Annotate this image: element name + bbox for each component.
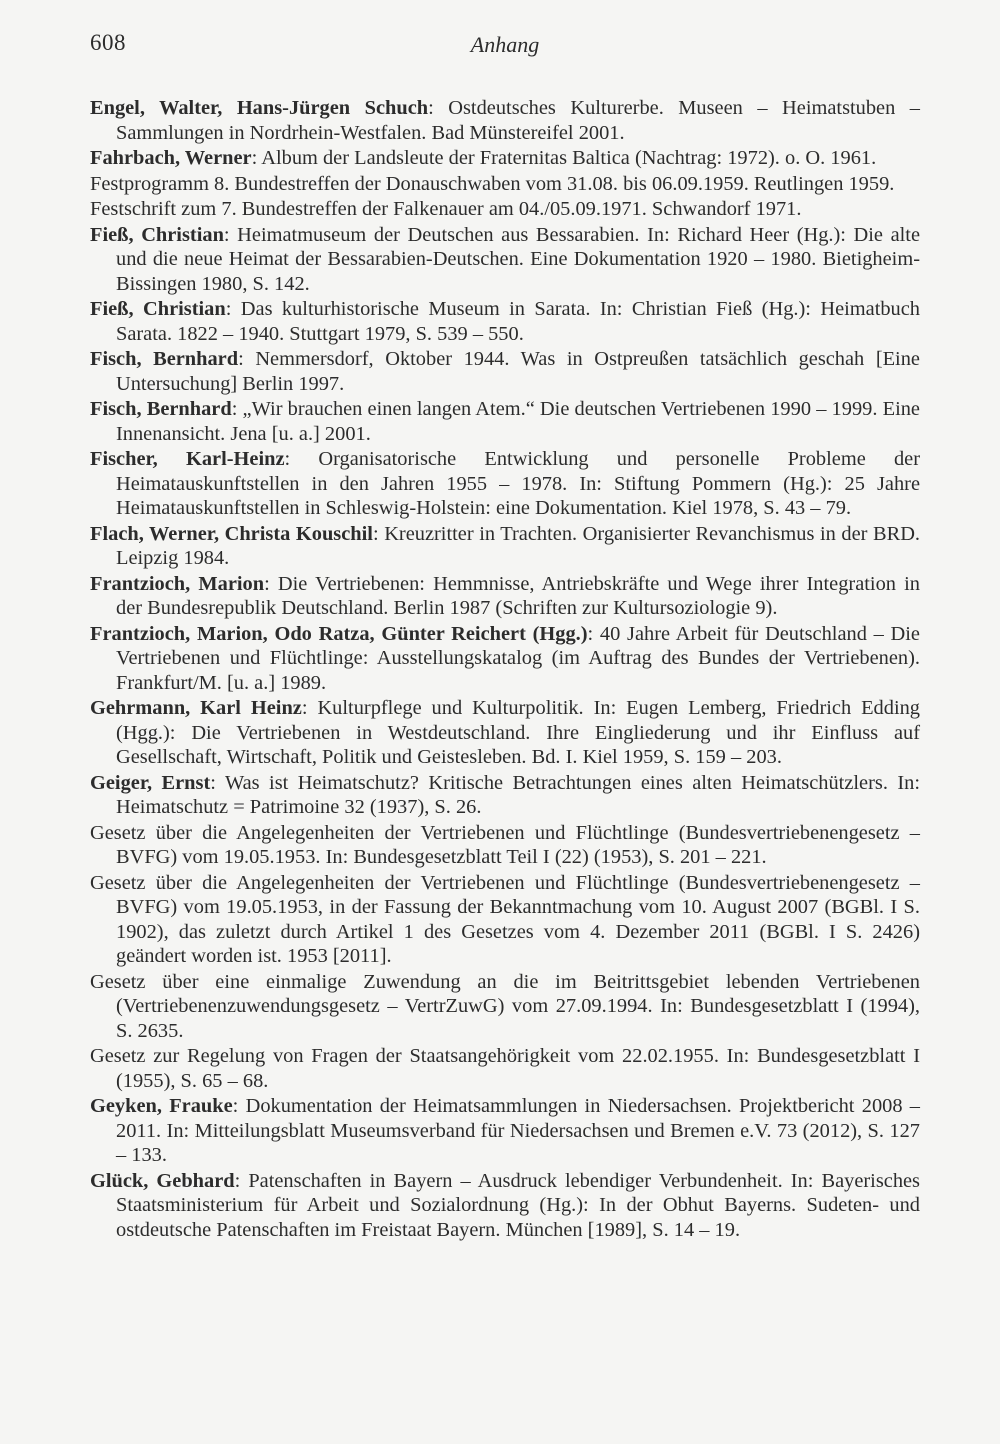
entry-author: Geyken, Frauke [90,1095,233,1117]
entry-separator: : [232,1095,246,1117]
bibliography-entry [90,197,920,222]
entry-text: Album der Landsleute der Fraternitas Baltica (Nachtrag: 1972). o. O. 1961. [261,147,877,169]
bibliography-entry [90,572,920,621]
entry-text: Organisatorische Entwicklung und personelle Probleme der Heimatauskunftstellen in den Jahren 1955 – 1978. In: Stiftung Pommern (Hg.): 25 Jahre Heimatauskunftstellen in Schleswig-Holstein: eine Dokumentation. Kiel 1978, S. 43 – 79. [116,448,920,519]
running-title: Anhang [470,32,540,57]
entry-separator: : [301,697,318,719]
bibliography-entry [90,96,920,145]
entry-text: Kulturpflege und Kulturpolitik. In: Eugen Lemberg, Friedrich Edding (Hgg.): Die Vertriebenen in Westdeutschland. Ihre Eingliederung und ihr Einfluss auf Gesellschaft, Wirtschaft, Politik und Geistesleben. Bd. I. Kiel 1959, S. 159 – 203. [116,697,920,768]
entry-author: Fieß, Christian [90,298,226,320]
entry-text: Nemmersdorf, Oktober 1944. Was in Ostpreußen tatsächlich geschah [Eine Untersuchung] Berlin 1997. [116,348,920,395]
entry-author: Fisch, Bernhard [90,398,232,420]
entry-author: Geiger, Ernst [90,771,211,794]
entry-text: Gesetz über die Angelegenheiten der Vertriebenen und Flüchtlinge (Bundesvertriebenengesetz – BVFG) vom 19.05.1953, in der Fassung der Bekanntmachung vom 10. August 2007 (BGBl. I S. 1902), das zuletzt durch Artikel 1 des Gesetzes vom 4. Dezember 2011 (BGBl. I S. 2426) geändert worden ist. 1953 [2011]. [90,871,920,967]
entry-separator: : [225,298,241,320]
entry-author: Glück, Gebhard [90,1169,235,1192]
bibliography-entry [90,1094,920,1168]
entry-separator: : [284,448,319,470]
entry-text: Gesetz zur Regelung von Fragen der Staatsangehörigkeit vom 22.02.1955. In: Bundesgesetzblatt I (1955), S. 65 – 68. [90,1045,920,1092]
entry-text: Die Vertriebenen: Hemmnisse, Antriebskräfte und Wege ihrer Integration in der Bundesrepublik Deutschland. Berlin 1987 (Schriften zur Kultursoziologie 9). [116,572,920,619]
bibliography-list [90,96,920,1243]
entry-author: Fischer, Karl-Heinz [90,448,285,470]
entry-text: Gesetz über eine einmalige Zuwendung an die im Beitrittsgebiet lebenden Vertriebenen (Vertriebenenzuwendungsgesetz – VertrZuwG) vom 27.09.1994. In: Bundesgesetzblatt I (1994), S. 2635. [90,970,920,1042]
entry-author: Flach, Werner, Christa Kouschil [90,522,373,545]
bibliography-entry [90,297,920,346]
entry-separator: : [372,522,385,545]
bibliography-entry [90,871,920,969]
entry-separator: : [210,771,226,794]
entry-author: Gehrmann, Karl Heinz [90,697,302,719]
entry-author: Engel, Walter, Hans-Jürgen Schuch [90,97,429,119]
entry-separator: : [238,348,256,370]
bibliography-entry [90,223,920,297]
entry-separator: : [251,147,262,169]
entry-text: Patenschaften in Bayern – Ausdruck lebendiger Verbundenheit. In: Bayerisches Staatsministerium für Arbeit und Sozialordnung (Hg.): In der Obhut Bayerns. Sudeten- und ostdeutsche Patenschaften im Freistaat Bayern. München [1989], S. 14 – 19. [116,1169,920,1241]
entry-separator: : [264,572,278,595]
entry-separator: : [587,622,600,645]
entry-author: Fisch, Bernhard [90,348,239,370]
bibliography-entry [90,622,920,696]
entry-text: 40 Jahre Arbeit für Deutschland – Die Vertriebenen und Flüchtlinge: Ausstellungskatalog (im Auftrag des Bundes der Vertriebenen). Frankfurt/M. [u. a.] 1989. [116,622,920,694]
bibliography-entry [90,1169,920,1243]
bibliography-entry [90,970,920,1044]
entry-author: Frantzioch, Marion [90,572,265,595]
entry-author: Frantzioch, Marion, Odo Ratza, Günter Reichert (Hgg.) [90,622,588,645]
bibliography-entry [90,771,920,820]
bibliography-entry [90,821,920,870]
entry-text: „Wir brauchen einen langen Atem.“ Die deutschen Vertriebenen 1990 – 1999. Eine Innenansicht. Jena [u. a.] 2001. [116,398,920,445]
bibliography-entry [90,146,920,171]
running-head [90,30,920,66]
entry-text: Heimatmuseum der Deutschen aus Bessarabien. In: Richard Heer (Hg.): Die alte und die neue Heimat der Bessarabien-Deutschen. Eine Dokumentation 1920 – 1980. Bietigheim-Bissingen 1980, S. 142. [116,223,921,295]
entry-text: Was ist Heimatschutz? Kritische Betrachtungen eines alten Heimatschützlers. In: Heimatschutz = Patrimoine 32 (1937), S. 26. [116,771,921,818]
entry-separator: : [428,97,449,119]
entry-text: Festprogramm 8. Bundestreffen der Donauschwaben vom 31.08. bis 06.09.1959. Reutlingen 1959. [90,172,895,195]
bibliography-entry [90,522,920,571]
bibliography-entry [90,696,920,770]
entry-separator: : [234,1169,249,1192]
bibliography-entry [90,447,920,521]
entry-text: Das kulturhistorische Museum in Sarata. In: Christian Fieß (Hg.): Heimatbuch Sarata. 1822 – 1940. Stuttgart 1979, S. 539 – 550. [116,298,921,345]
bibliography-entry [90,1044,920,1093]
entry-text: Dokumentation der Heimatsammlungen in Niedersachsen. Projektbericht 2008 – 2011. In: Mitteilungsblatt Museumsverband für Niedersachsen und Bremen e.V. 73 (2012), S. 127 – 133. [116,1095,921,1166]
entry-text: Gesetz über die Angelegenheiten der Vertriebenen und Flüchtlinge (Bundesvertriebenengesetz – BVFG) vom 19.05.1953. In: Bundesgesetzblatt Teil I (22) (1953), S. 201 – 221. [90,821,920,868]
entry-separator: : [231,398,243,420]
bibliography-entry [90,172,920,197]
entry-author: Fahrbach, Werner [90,147,252,169]
bibliography-entry [90,397,920,446]
page-number: 608 [90,30,126,55]
entry-text: Festschrift zum 7. Bundestreffen der Falkenauer am 04./05.09.1971. Schwandorf 1971. [90,198,802,220]
entry-author: Fieß, Christian [90,223,224,246]
entry-separator: : [223,223,238,246]
entry-text: Kreuzritter in Trachten. Organisierter Revanchismus in der BRD. Leipzig 1984. [116,522,921,569]
bibliography-entry [90,347,920,396]
entry-text: Ostdeutsches Kulturerbe. Museen – Heimatstuben – Sammlungen in Nordrhein-Westfalen. Bad Münstereifel 2001. [116,97,920,144]
